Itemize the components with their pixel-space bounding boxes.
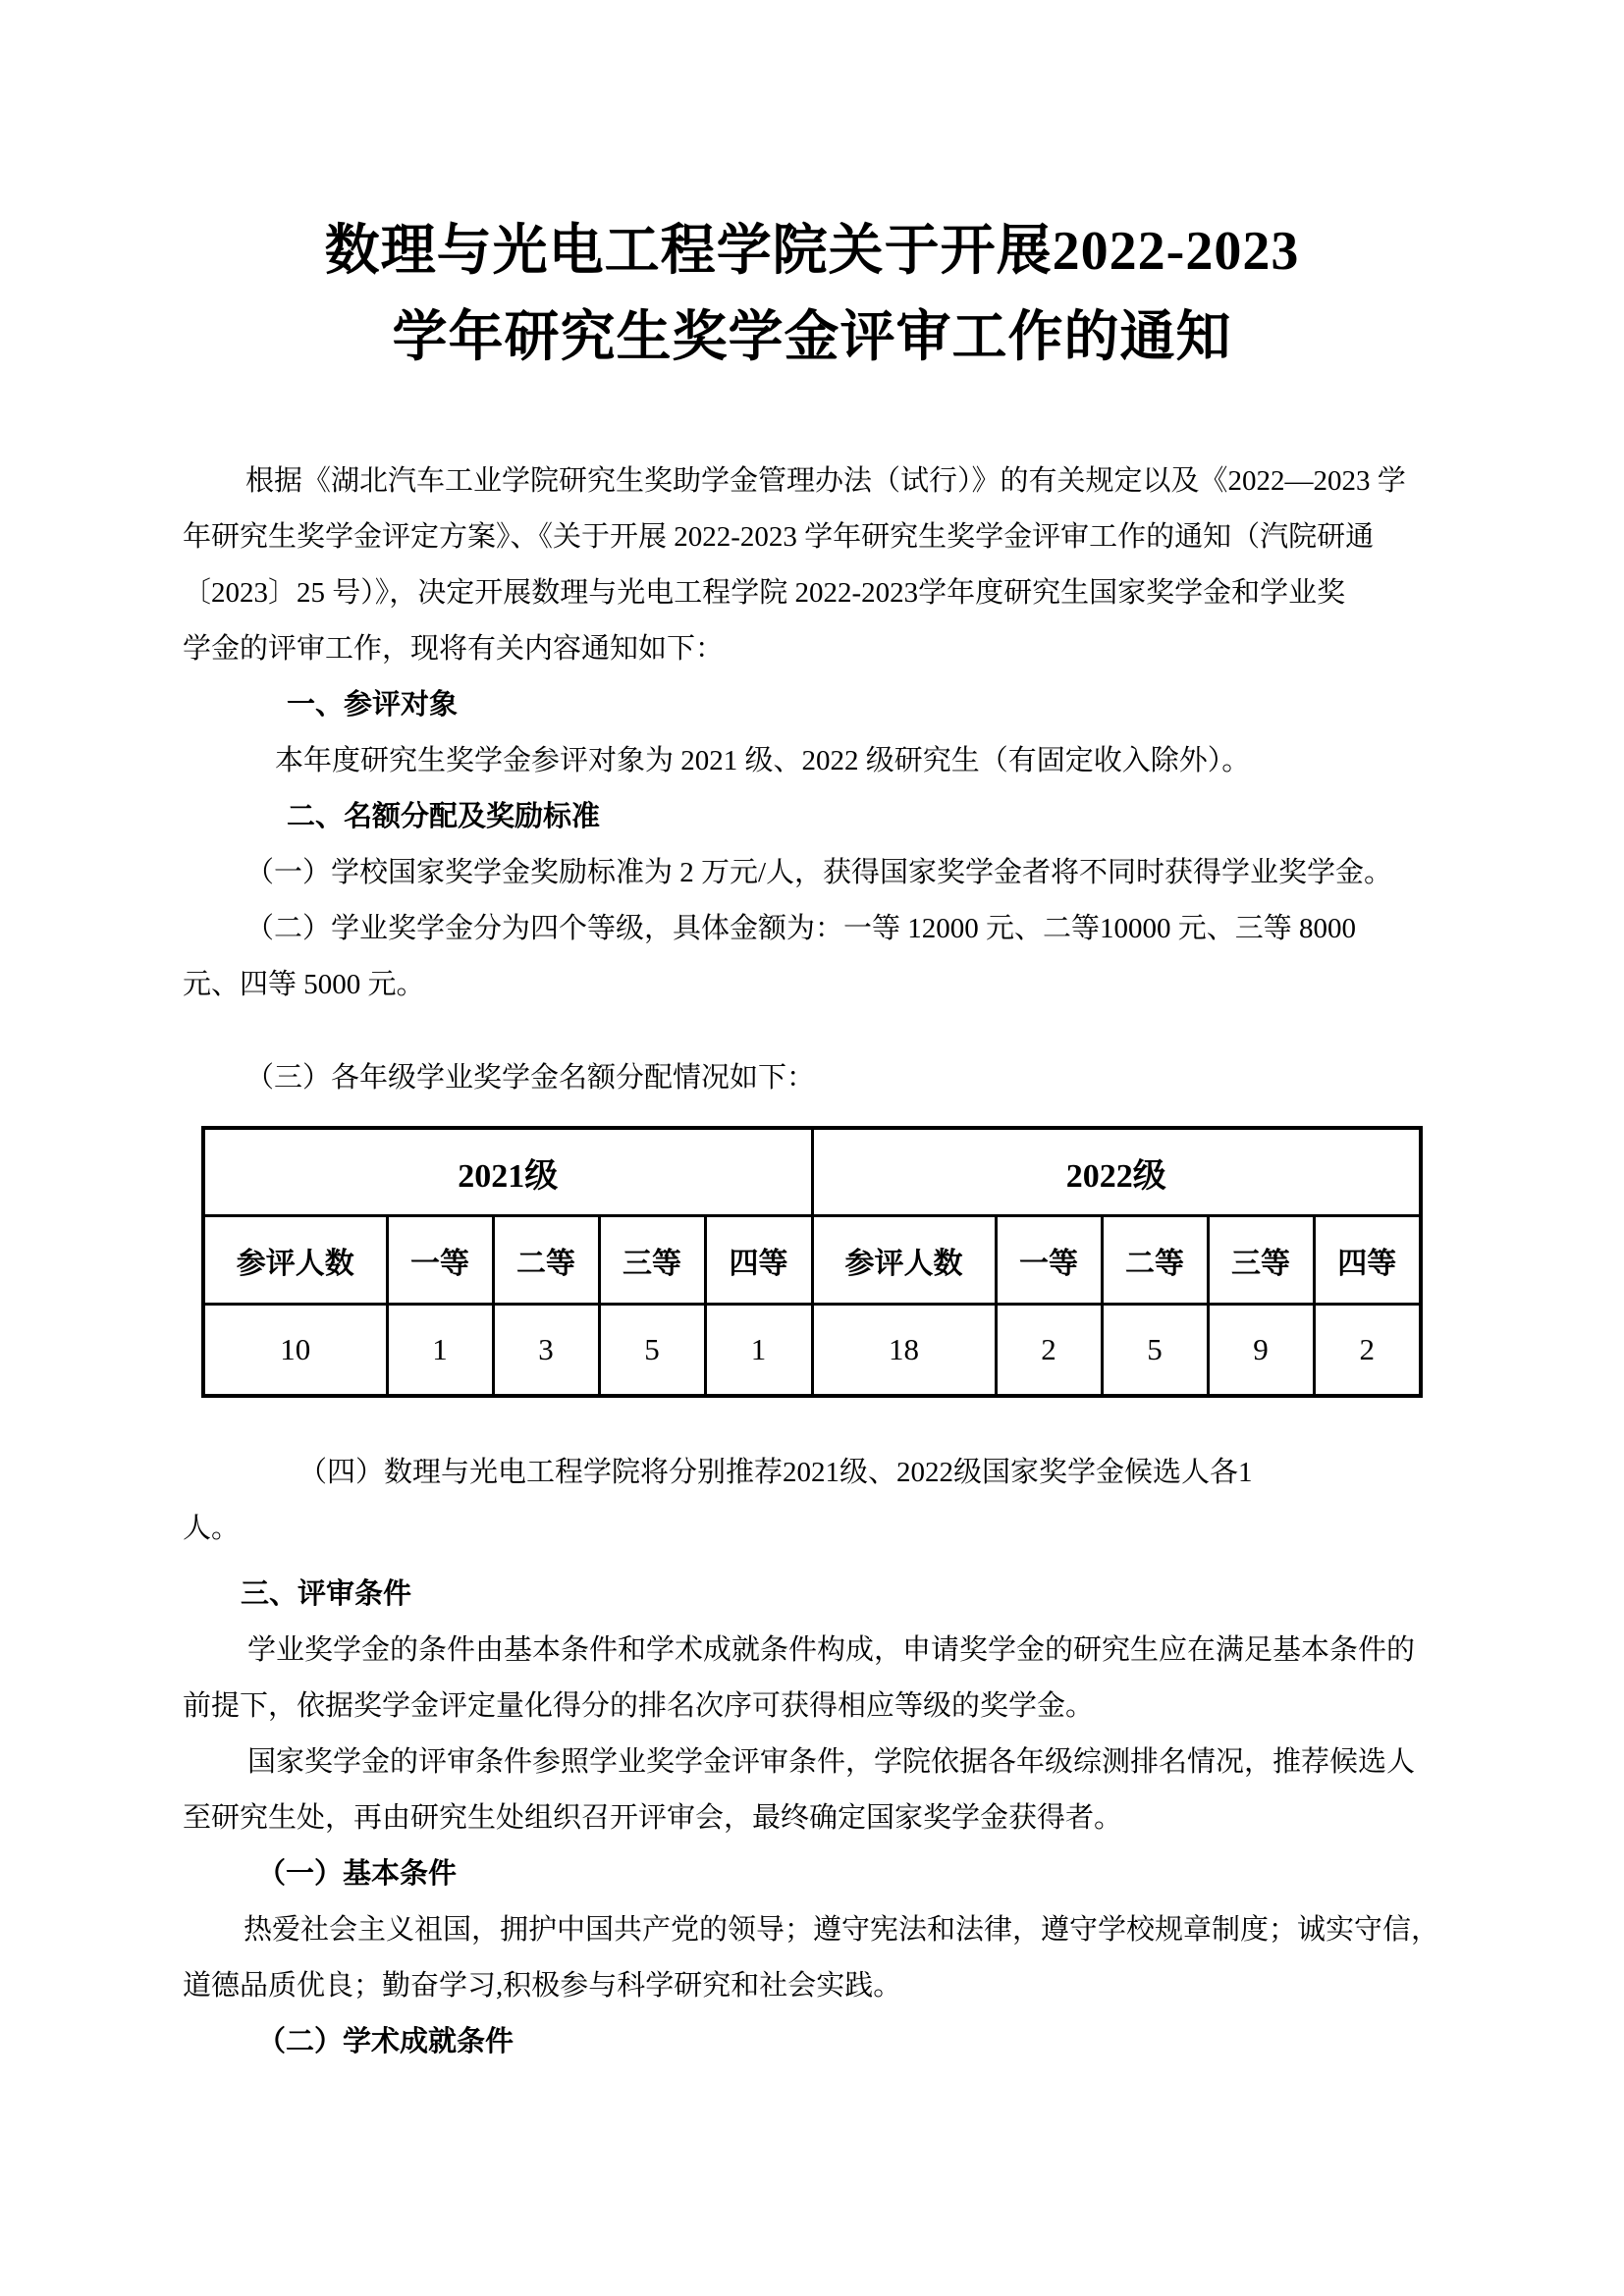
paragraph-line: 本年度研究生奖学金参评对象为 2021 级、2022 级研究生（有固定收入除外）。 (275, 745, 1251, 776)
paragraph-line: 年研究生奖学金评定方案》、《关于开展 2022-2023 学年研究生奖学金评审工作的通知（汽院研通 (183, 521, 1375, 553)
table-col-header: 四等 (1314, 1216, 1421, 1305)
paragraph-line: 道德品质优良；勤奋学习,积极参与科学研究和社会实践。 (183, 1970, 902, 2002)
paragraph-line: 〔2023〕25 号）》，决定开展数理与光电工程学院 2022-2023学年度研究生国家奖学金和学业奖 (183, 577, 1346, 609)
paragraph-line: 至研究生处，再由研究生处组织召开评审会，最终确定国家奖学金获得者。 (183, 1802, 1123, 1834)
list-item-2: （二）学业奖学金分为四个等级，具体金额为：一等 12000 元、二等10000 元、三等 8000 (245, 913, 1357, 944)
table-value-cell: 2 (996, 1305, 1102, 1397)
list-item-4: （四）数理与光电工程学院将分别推荐2021级、2022级国家奖学金候选人各1 (298, 1457, 1253, 1488)
paragraph-line: 根据《湖北汽车工业学院研究生奖助学金管理办法（试行）》的有关规定以及《2022—2023 学 (245, 465, 1406, 497)
list-item-3: （三）各年级学业奖学金名额分配情况如下： (245, 1062, 816, 1094)
table-value-cell: 3 (493, 1305, 599, 1397)
paragraph-line: 国家奖学金的评审条件参照学业奖学金评审条件，学院依据各年级综测排名情况，推荐候选人 (247, 1746, 1416, 1778)
paragraph-line: 热爱社会主义祖国，拥护中国共产党的领导；遵守宪法和法律，遵守学校规章制度；诚实守信， (244, 1914, 1440, 1946)
table-col-header: 二等 (493, 1216, 599, 1305)
table-value-cell: 2 (1314, 1305, 1421, 1397)
table-value-cell: 1 (705, 1305, 812, 1397)
table-col-header: 一等 (387, 1216, 493, 1305)
document-title-line-2: 学年研究生奖学金评审工作的通知 (392, 307, 1232, 368)
paragraph-line: 学业奖学金的条件由基本条件和学术成就条件构成，申请奖学金的研究生应在满足基本条件的 (247, 1634, 1416, 1666)
table-value-cell: 10 (203, 1305, 387, 1397)
table-value-cell: 5 (599, 1305, 705, 1397)
table-col-header: 二等 (1102, 1216, 1208, 1305)
table-group-header-row (203, 1128, 1421, 1216)
table-value-cell: 18 (812, 1305, 996, 1397)
section-heading-1: 一、参评对象 (287, 689, 459, 721)
table-value-row (203, 1305, 1421, 1397)
section-heading-2: 二、名额分配及奖励标准 (287, 801, 601, 832)
table-col-header: 参评人数 (812, 1216, 996, 1305)
table-col-header: 三等 (1208, 1216, 1314, 1305)
table-group-header-2022: 2022级 (812, 1128, 1421, 1216)
subsection-heading-academic-conditions: （二）学术成就条件 (257, 2026, 514, 2057)
document-body (0, 454, 1624, 2070)
table-column-header-row (203, 1216, 1421, 1305)
table-col-header: 一等 (996, 1216, 1102, 1305)
document-title-line-1: 数理与光电工程学院关于开展2022-2023 (324, 221, 1300, 282)
document-title (0, 208, 1624, 381)
table-col-header: 三等 (599, 1216, 705, 1305)
quota-table (201, 1126, 1423, 1398)
table-value-cell: 9 (1208, 1305, 1314, 1397)
table-group-header-2021: 2021级 (203, 1128, 812, 1216)
paragraph-line: 学金的评审工作，现将有关内容通知如下： (183, 633, 725, 665)
subsection-heading-basic-conditions: （一）基本条件 (257, 1858, 458, 1890)
table-col-header: 四等 (705, 1216, 812, 1305)
table-value-cell: 5 (1102, 1305, 1208, 1397)
list-item-4-continuation: 人。 (183, 1513, 241, 1544)
table-value-cell: 1 (387, 1305, 493, 1397)
table-col-header: 参评人数 (203, 1216, 387, 1305)
section-heading-3: 三、评审条件 (241, 1578, 412, 1610)
list-item-2-continuation: 元、四等 5000 元。 (183, 969, 425, 1000)
list-item-1: （一）学校国家奖学金奖励标准为 2 万元/人，获得国家奖学金者将不同时获得学业奖学金。 (245, 857, 1393, 888)
paragraph-line: 前提下，依据奖学金评定量化得分的排名次序可获得相应等级的奖学金。 (183, 1690, 1095, 1722)
